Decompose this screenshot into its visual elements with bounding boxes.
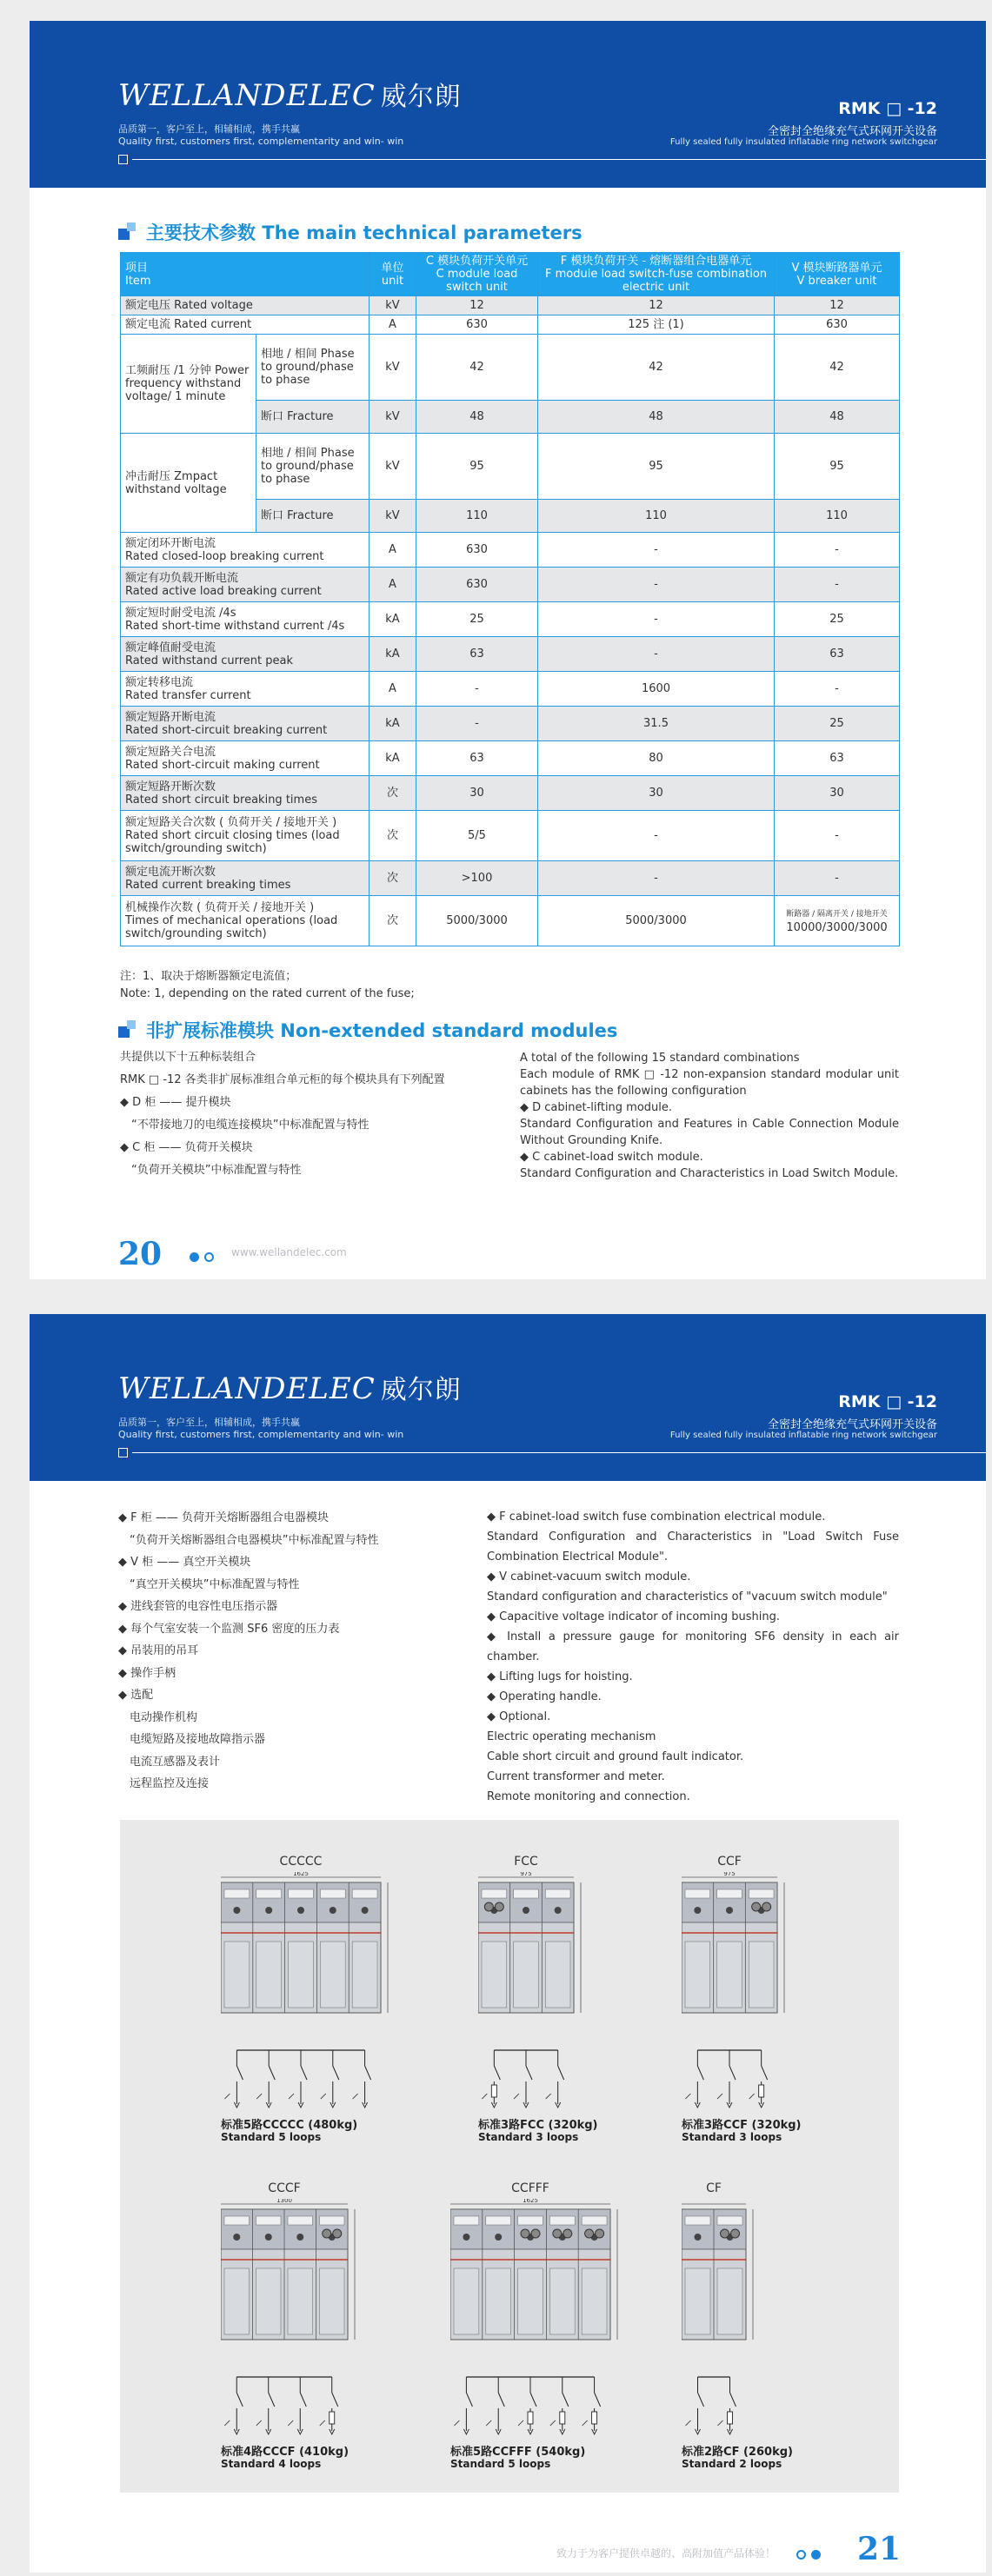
nameplate [454, 2216, 479, 2225]
cable-compartment [549, 2268, 575, 2334]
fuse-symbol [491, 2085, 496, 2097]
earth-switch [518, 2420, 523, 2426]
page-dots [796, 2546, 826, 2562]
header-unit: 单位 unit [370, 253, 416, 296]
text-line: ◆ F 柜 —— 负荷开关熔断器组合电器模块 [118, 1511, 330, 1524]
table-row: 额定短时耐受电流 /4s Rated short-time withstand current /4s kA 25 - 25 [121, 602, 900, 637]
cabinet-name: CCFFF [511, 2181, 549, 2195]
text-line: A total of the following 15 standard combinations [520, 1052, 800, 1065]
cabinet-caption-en: Standard 2 loops [682, 2458, 782, 2470]
text-line: 电动操作机构 [118, 1710, 198, 1724]
switch-blade [332, 2393, 338, 2407]
table-row: 额定短路关合电流 Rated short-circuit making current kA 63 80 63 [121, 741, 900, 776]
table-row: 机械操作次数 ( 负荷开关 / 接地开关 ) Times of mechanical operations (load switch/grounding switch) 次 5000/3000 5000/3000 断路器 / 隔离开关 / 接地开关 10000/3000/3000 [121, 896, 900, 946]
text-line: Standard Configuration and Characteristics in "Load Switch Fuse Combination Electrical Module". [487, 1530, 899, 1564]
cabinet-drawing [221, 2199, 383, 2468]
cabinet-drawing [450, 2199, 645, 2468]
cabinet-diagram-panel [120, 1820, 899, 2493]
header-c-module: C 模块负荷开关单元 C module load switch unit [416, 253, 538, 296]
gauge-icon [521, 2229, 529, 2238]
gauge-icon [731, 2229, 740, 2238]
subtitle-en: Fully sealed fully insulated inflatable ring network switchgear [669, 137, 937, 147]
text-line: Standard Configuration and Characteristics in Load Switch Module. [520, 1167, 899, 1180]
nameplate [518, 2216, 543, 2225]
nameplate [549, 2216, 575, 2225]
gauge-icon [585, 2229, 594, 2238]
logo-text: WELLANDELEC [118, 1371, 376, 1406]
page-dots [190, 1248, 219, 1265]
text-line: ◆ 吊装用的吊耳 [118, 1644, 199, 1657]
earth-switch [256, 2420, 262, 2426]
model-title: RMK □ -12 [838, 99, 937, 118]
operating-hole-icon [463, 2234, 469, 2241]
model-title: RMK □ -12 [838, 1392, 937, 1411]
header-divider [132, 159, 986, 160]
nameplate [582, 2216, 607, 2225]
square-bullet-icon [118, 155, 128, 164]
cable-compartment [717, 1942, 742, 2008]
fuse-symbol [592, 2412, 597, 2424]
nameplate [482, 1889, 507, 1898]
text-line: ◆ D 柜 —— 提升模块 [120, 1096, 231, 1109]
cabinet-drawing [682, 1872, 812, 2141]
note-cn: 注：1、取决于熔断器额定电流值； [120, 970, 297, 983]
website-link[interactable]: www.wellandelec.com [231, 1246, 347, 1258]
nameplate [320, 1889, 345, 1898]
text-line: Electric operating mechanism [487, 1730, 656, 1743]
text-line: “真空开关模块”中标准配置与特性 [118, 1577, 300, 1591]
nameplate [352, 1889, 377, 1898]
earth-switch [482, 2094, 487, 2099]
cable-compartment [454, 2268, 479, 2334]
table-row: 额定有功负载开断电流 Rated active load breaking current A 630 - - [121, 568, 900, 602]
cabinet-caption-en: Standard 3 loops [682, 2131, 782, 2143]
cabinet-top-panel [478, 1882, 574, 1922]
table-row: 断口 Fracture kV 48 48 48 [121, 401, 900, 434]
switch-blade [301, 2066, 307, 2080]
modules-text-cn [120, 1046, 445, 1182]
fuse-symbol [528, 2412, 533, 2424]
cable-compartment [486, 2268, 511, 2334]
cable-compartment [717, 2268, 742, 2334]
fuse-symbol [759, 2085, 764, 2097]
switch-blade [365, 2066, 371, 2080]
cabinet-unit-ccccc [221, 1855, 416, 2168]
cable-compartment [320, 1942, 345, 2008]
earth-switch [224, 2420, 230, 2426]
header-banner [30, 21, 986, 188]
gauge-icon [596, 2229, 604, 2238]
table-row: 额定电压 Rated voltage kV 12 12 12 [121, 296, 900, 315]
switch-blade [498, 2393, 504, 2407]
text-line: 电缆短路及接地故障指示器 [118, 1733, 266, 1746]
page-number: 21 [857, 2531, 902, 2567]
cabinet-caption-en: Standard 5 loops [450, 2458, 551, 2470]
operating-hole-icon [265, 1907, 272, 1914]
text-line: ◆ Lifting lugs for hoisting. [487, 1670, 633, 1683]
switch-blade [558, 2066, 564, 2080]
cabinet-drawing [682, 2199, 781, 2468]
earth-switch [320, 2420, 325, 2426]
table-row: 断口 Fracture kV 110 110 110 [121, 500, 900, 533]
gauge-icon [484, 1902, 493, 1911]
switch-blade [730, 2393, 736, 2407]
cabinet-caption-en: Standard 3 loops [478, 2131, 579, 2143]
cabinet-top-panel [221, 1882, 381, 1922]
earth-switch [353, 2094, 358, 2099]
switch-blade [466, 2393, 472, 2407]
text-line: ◆ V 柜 —— 真空开关模块 [118, 1556, 251, 1569]
nameplate [717, 2216, 742, 2225]
cabinet-caption-cn: 标准5路CCCCC (480kg) [221, 2119, 358, 2132]
features-text-en [487, 1507, 899, 1807]
header-v-module: V 模块断路器单元 V breaker unit [775, 253, 900, 296]
cabinet-unit-fcc [478, 1855, 609, 2168]
table-row: 额定闭环开断电流 Rated closed-loop breaking current A 630 - - [121, 533, 900, 568]
text-line: Current transformer and meter. [487, 1770, 665, 1783]
text-line: ◆ D cabinet-lifting module. [520, 1101, 673, 1114]
text-line: ◆ C 柜 —— 负荷开关模块 [120, 1141, 253, 1154]
square-bullet-icon [118, 1448, 128, 1457]
fuse-symbol [728, 2412, 733, 2424]
slogan-cn: 品质第一，客户至上，相辅相成，携手共赢 [118, 123, 300, 135]
operating-hole-icon [495, 2234, 502, 2241]
table-row: 额定电流开断次数 Rated current breaking times 次 >100 - - [121, 861, 900, 896]
dimension-label: 975 [723, 1872, 736, 1877]
gauge-icon [531, 2229, 540, 2238]
text-line: ◆ Capacitive voltage indicator of incoming bushing. [487, 1610, 780, 1623]
earth-switch [546, 2094, 551, 2099]
cable-compartment [320, 2268, 345, 2334]
operating-hole-icon [695, 2234, 702, 2241]
text-line: Standard Configuration and Features in Cable Connection Module Without Grounding Knife. [520, 1118, 899, 1147]
dimension-label: 1625 [523, 2199, 538, 2204]
fuse-symbol [330, 2412, 335, 2424]
slogan-cn: 品质第一，客户至上，相辅相成，携手共赢 [118, 1417, 300, 1428]
text-line: “负荷开关熔断器组合电器模块”中标准配置与特性 [118, 1533, 379, 1547]
logo-cn-text: 威尔朗 [380, 82, 462, 112]
table-row: 额定电流 Rated current A 630 125 注 (1) 630 [121, 315, 900, 335]
cabinet-caption-en: Standard 5 loops [221, 2131, 322, 2143]
gauge-icon [495, 1902, 503, 1911]
text-line: ◆ 进线套管的电容性电压指示器 [118, 1600, 278, 1613]
section-square-icon [118, 1020, 136, 1038]
page-21 [30, 1314, 986, 2573]
earth-switch [749, 2094, 755, 2099]
cable-compartment [352, 1942, 377, 2008]
cable-compartment [289, 1942, 314, 2008]
gauge-icon [333, 2229, 342, 2238]
operating-hole-icon [726, 1907, 733, 1914]
table-header-row [121, 253, 900, 296]
cable-compartment [288, 2268, 313, 2334]
earth-switch [288, 2420, 293, 2426]
section-title-text: 非扩展标准模块 Non-extended standard modules [146, 1020, 618, 1041]
earth-switch [514, 2094, 519, 2099]
switch-blade [526, 2066, 532, 2080]
cabinet-top-panel [450, 2209, 610, 2249]
cable-compartment [224, 1942, 250, 2008]
cable-compartment [256, 1942, 282, 2008]
cable-compartment [545, 1942, 570, 2008]
cabinet-name: CCF [717, 1855, 742, 1869]
switch-blade [729, 2066, 736, 2080]
earth-switch [718, 2420, 723, 2426]
switch-blade [300, 2393, 306, 2407]
section-square-icon [118, 222, 136, 240]
text-line: ◆ C cabinet-load switch module. [520, 1151, 703, 1164]
gauge-icon [323, 2229, 331, 2238]
cabinet-caption-en: Standard 4 loops [221, 2458, 322, 2470]
cabinet-drawing [478, 1872, 609, 2141]
earth-switch [256, 2094, 262, 2099]
footer-slogan: 致力于为客户提供卓越的、高附加值产品体验！ [556, 2547, 776, 2559]
cable-compartment [749, 1942, 774, 2008]
header-f-module: F 模块负荷开关 - 熔断器组合电器单元 F module load switch-fuse combination electric unit [538, 253, 775, 296]
cabinet-unit-ccfff [450, 2181, 645, 2494]
text-line: ◆ 每个气室安装一个监测 SF6 密度的压力表 [118, 1622, 340, 1636]
operating-hole-icon [523, 1907, 529, 1914]
cable-compartment [518, 2268, 543, 2334]
nameplate [486, 2216, 511, 2225]
nameplate [545, 1889, 570, 1898]
switch-blade [494, 2066, 500, 2080]
text-line: “不带接地刀的电缆连接模块”中标准配置与特性 [120, 1119, 370, 1132]
switch-blade [697, 2066, 703, 2080]
table-row: 额定转移电流 Rated transfer current A - 1600 - [121, 672, 900, 707]
earth-switch [454, 2420, 459, 2426]
cabinet-drawing [221, 1872, 416, 2141]
earth-switch [486, 2420, 491, 2426]
cabinet-caption-cn: 标准3路FCC (320kg) [478, 2119, 598, 2132]
earth-switch [686, 2420, 691, 2426]
operating-hole-icon [296, 2234, 303, 2241]
logo-text: WELLANDELEC [118, 78, 376, 113]
dimension-label: 1625 [293, 1872, 309, 1877]
nameplate [256, 2216, 282, 2225]
nameplate [717, 1889, 742, 1898]
text-line: ◆ 选配 [118, 1689, 154, 1702]
operating-hole-icon [297, 1907, 304, 1914]
cable-compartment [685, 1942, 710, 2008]
nameplate [749, 1889, 774, 1898]
gauge-icon [752, 1902, 761, 1911]
nameplate [685, 2216, 710, 2225]
switch-blade [698, 2393, 704, 2407]
header-divider [132, 1452, 986, 1453]
nameplate [685, 1889, 710, 1898]
switch-blade [595, 2393, 601, 2407]
table-row: 冲击耐压 Zmpact withstand voltage 相地 / 相间 Phase to ground/phase to phase kV 95 95 95 [121, 434, 900, 500]
cabinet-caption-cn: 标准2路CF (260kg) [682, 2446, 793, 2459]
cabinet-unit-cf [682, 2181, 793, 2494]
operating-hole-icon [330, 1907, 336, 1914]
nameplate [224, 2216, 250, 2225]
section-title-text: 主要技术参数 The main technical parameters [146, 222, 583, 243]
operating-hole-icon [362, 1907, 369, 1914]
table-row: 额定短路关合次数 ( 负荷开关 / 接地开关 ) Rated short circuit closing times (load switch/grounding switch) 次 5/5 - - [121, 811, 900, 861]
text-line: 远程监控及连接 [118, 1777, 210, 1790]
operating-hole-icon [694, 1907, 701, 1914]
text-line: ◆ V cabinet-vacuum switch module. [487, 1570, 691, 1583]
modules-text-en [520, 1050, 899, 1182]
earth-switch [717, 2094, 722, 2099]
cabinet-caption-cn: 标准4路CCCF (410kg) [221, 2446, 350, 2459]
operating-hole-icon [233, 2234, 240, 2241]
earth-switch [321, 2094, 326, 2099]
gauge-icon [563, 2229, 572, 2238]
brand-logo [118, 75, 462, 113]
cabinet-top-panel [682, 1882, 777, 1922]
subtitle-en: Fully sealed fully insulated inflatable ring network switchgear [669, 1431, 937, 1440]
cabinet-name: CCCF [268, 2181, 301, 2195]
earth-switch [583, 2420, 588, 2426]
operating-hole-icon [233, 1907, 240, 1914]
table-row: 额定峰值耐受电流 Rated withstand current peak kA 63 - 63 [121, 637, 900, 672]
text-line: Remote monitoring and connection. [487, 1790, 690, 1803]
cable-compartment [514, 1942, 539, 2008]
cabinet-caption-cn: 标准3路CCF (320kg) [682, 2119, 802, 2132]
switch-blade [236, 2066, 243, 2080]
text-line: “负荷开关模块”中标准配置与特性 [120, 1164, 302, 1177]
note-en: Note: 1, depending on the rated current of the fuse; [120, 987, 415, 1000]
header-banner [30, 1314, 986, 1481]
text-line: ◆ Install a pressure gauge for monitoring SF6 density in each air chamber. [487, 1630, 899, 1663]
text-line: ◆ Operating handle. [487, 1690, 602, 1703]
slogan-en: Quality first, customers first, complementarity and win- win [118, 1429, 404, 1440]
earth-switch [289, 2094, 294, 2099]
logo-cn-text: 威尔朗 [380, 1375, 462, 1405]
nameplate [256, 1889, 282, 1898]
brand-logo [118, 1368, 462, 1406]
nameplate [514, 1889, 539, 1898]
header-item: 项目 Item [121, 253, 370, 296]
text-line: 共提供以下十五种标装组合 [120, 1051, 256, 1064]
cabinet-name: CCCCC [279, 1855, 323, 1869]
text-line: ◆ F cabinet-load switch fuse combination electrical module. [487, 1510, 826, 1524]
text-line: ◆ 操作手柄 [118, 1666, 176, 1680]
fuse-symbol [560, 2412, 565, 2424]
cabinet-caption-cn: 标准5路CCFFF (540kg) [450, 2446, 586, 2459]
gauge-icon [553, 2229, 562, 2238]
subtitle-cn: 全密封全绝缘充气式环网开关设备 [767, 125, 937, 138]
dimension-label: 1300 [276, 2199, 292, 2204]
text-line: Cable short circuit and ground fault indicator. [487, 1750, 744, 1763]
nameplate [289, 1889, 314, 1898]
gauge-icon [721, 2229, 729, 2238]
dimension-label: 975 [520, 1872, 532, 1877]
cabinet-unit-ccf [682, 1855, 812, 2168]
page-20 [30, 21, 986, 1279]
text-line: Standard configuration and characteristics of "vacuum switch module" [487, 1590, 888, 1603]
page-number: 20 [118, 1236, 163, 1272]
switch-blade [269, 2066, 275, 2080]
operating-hole-icon [265, 2234, 272, 2241]
earth-switch [224, 2094, 230, 2099]
cable-compartment [224, 2268, 250, 2334]
slogan-en: Quality first, customers first, complementarity and win- win [118, 136, 404, 147]
switch-blade [236, 2393, 243, 2407]
table-row: 额定短路开断电流 Rated short-circuit breaking current kA - 31.5 25 [121, 707, 900, 741]
subtitle-cn: 全密封全绝缘充气式环网开关设备 [767, 1418, 937, 1431]
cabinet-name: FCC [514, 1855, 538, 1869]
cable-compartment [685, 2268, 710, 2334]
parameters-table [120, 252, 900, 946]
earth-switch [685, 2094, 690, 2099]
switch-blade [269, 2393, 275, 2407]
operating-hole-icon [555, 1907, 562, 1914]
text-line: 电流互感器及表计 [118, 1755, 221, 1769]
table-row: 额定短路开断次数 Rated short circuit breaking times 次 30 30 30 [121, 776, 900, 811]
gauge-icon [762, 1902, 771, 1911]
switch-blade [530, 2393, 536, 2407]
cabinet-name: CF [706, 2181, 722, 2195]
earth-switch [550, 2420, 556, 2426]
switch-blade [563, 2393, 569, 2407]
table-row: 工频耐压 /1 分钟 Power frequency withstand voltage/ 1 minute 相地 / 相间 Phase to ground/phase to phase kV 42 42 42 [121, 335, 900, 401]
cable-compartment [256, 2268, 282, 2334]
text-line: RMK □ -12 各类非扩展标准组合单元柜的每个模块具有下列配置 [120, 1073, 445, 1086]
switch-blade [333, 2066, 339, 2080]
nameplate [288, 2216, 313, 2225]
cabinet-unit-cccf [221, 2181, 383, 2494]
cable-compartment [482, 1942, 507, 2008]
features-text-cn [118, 1507, 378, 1796]
switch-blade [762, 2066, 768, 2080]
cable-compartment [582, 2268, 607, 2334]
text-line: Each module of RMK □ -12 non-expansion standard modular unit cabinets has the following configuration [520, 1068, 899, 1098]
text-line: ◆ Optional. [487, 1710, 551, 1723]
nameplate [224, 1889, 250, 1898]
nameplate [320, 2216, 345, 2225]
